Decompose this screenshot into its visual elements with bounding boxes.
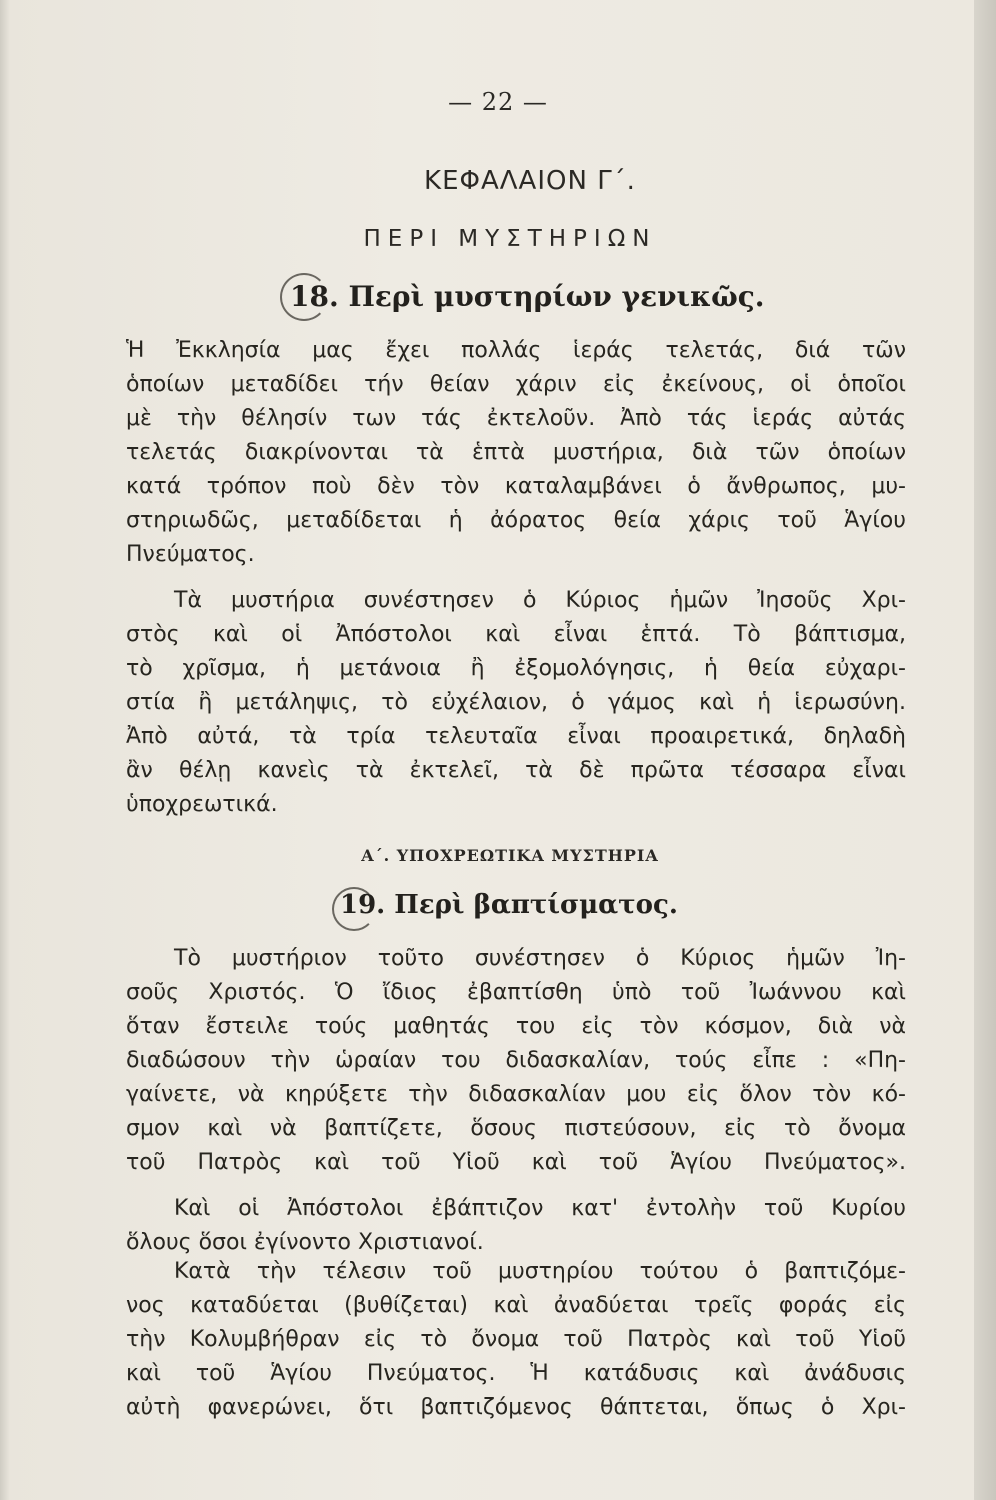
text-line: καὶ τοῦ Ἁγίου Πνεύματος. Ἡ κατάδυσις καὶ ἀνάδυσις — [126, 1361, 906, 1386]
text-line: ὑποχρεωτικά. — [126, 792, 278, 817]
page-right-edge — [974, 0, 996, 1500]
text-line: κατά τρόπον ποὺ δὲν τὸν καταλαμβάνει ὁ ἄνθρωπος, μυ- — [126, 474, 906, 499]
text-line: γαίνετε, νὰ κηρύξετε τὴν διδασκαλίαν μου εἰς ὅλον τὸν κό- — [126, 1082, 906, 1107]
text-line: Ἡ Ἐκκλησία μας ἔχει πολλάς ἱεράς τελετάς, διά τῶν — [126, 338, 906, 363]
text-line: Καὶ οἱ Ἀπόστολοι ἐβάπτιζον κατ' ἐντολὴν τοῦ Κυρίου — [174, 1196, 906, 1221]
text-line: ὅλους ὅσοι ἐγίνοντο Χριστιανοί. — [126, 1230, 484, 1255]
section-19-paragraph-2 — [126, 1192, 906, 1260]
text-line: στὸς καὶ οἱ Ἀπόστολοι καὶ εἶναι ἑπτά. Τὸ βάπτισμα, — [126, 622, 906, 647]
text-line: σοῦς Χριστός. Ὁ ἴδιος ἐβαπτίσθη ὑπὸ τοῦ Ἰωάννου καὶ — [126, 980, 906, 1005]
text-line: Ἀπὸ αὐτά, τὰ τρία τελευταῖα εἶναι προαιρετικά, δηλαδὴ — [126, 724, 906, 749]
text-line: στηριωδῶς, μεταδίδεται ἡ ἀόρατος θεία χάρις τοῦ Ἁγίου — [126, 508, 906, 533]
chapter-title: ΚΕΦΑΛΑΙΟΝ Γ΄. — [424, 166, 636, 196]
text-line: ἂν θέλῃ κανεὶς τὰ ἐκτελεῖ, τὰ δὲ πρῶτα τέσσαρα εἶναι — [126, 758, 906, 783]
text-line: διαδώσουν τὴν ὡραίαν του διδασκαλίαν, τούς εἶπε : «Πη- — [126, 1048, 906, 1073]
section-19-paragraph-3 — [126, 1255, 906, 1425]
text-line: αὐτὴ φανερώνει, ὅτι βαπτιζόμενος θάπτεται, ὅπως ὁ Χρι- — [126, 1395, 906, 1420]
subsection-heading: Α΄. ΥΠΟΧΡΕΩΤΙΚΑ ΜΥΣΤΗΡΙΑ — [361, 846, 659, 865]
section-18-heading: 18. Περὶ μυστηρίων γενικῶς. — [290, 280, 765, 313]
page-number: — 22 — — [448, 88, 548, 116]
text-line: στία ἢ μετάληψις, τὸ εὐχέλαιον, ὁ γάμος καὶ ἡ ἱερωσύνη. — [126, 690, 906, 715]
text-line: τὴν Κολυμβήθραν εἰς τὸ ὄνομα τοῦ Πατρὸς καὶ τοῦ Υἱοῦ — [126, 1327, 906, 1352]
text-line: ὅταν ἔστειλε τούς μαθητάς του εἰς τὸν κόσμον, διὰ νὰ — [126, 1014, 906, 1039]
text-line: τὸ χρῖσμα, ἡ μετάνοια ἢ ἐξομολόγησις, ἡ θεία εὐχαρι- — [126, 656, 906, 681]
text-line: τελετάς διακρίνονται τὰ ἑπτὰ μυστήρια, διὰ τῶν ὁποίων — [126, 440, 906, 465]
section-18-paragraph-1 — [126, 334, 906, 572]
text-line: μὲ τὴν θέλησίν των τάς ἐκτελοῦν. Ἀπὸ τάς ἱεράς αὐτάς — [126, 406, 906, 431]
chapter-subtitle: ΠΕΡΙ ΜΥΣΤΗΡΙΩΝ — [363, 226, 657, 252]
text-line: ὁποίων μεταδίδει τήν θείαν χάριν εἰς ἐκείνους, οἱ ὁποῖοι — [126, 372, 906, 397]
section-18-paragraph-2 — [126, 584, 906, 822]
page-left-edge — [0, 0, 10, 1500]
section-19-paragraph-1 — [126, 942, 906, 1180]
text-line: σμον καὶ νὰ βαπτίζετε, ὅσους πιστεύσουν, εἰς τὸ ὄνομα — [126, 1116, 906, 1141]
text-line: νος καταδύεται (βυθίζεται) καὶ ἀναδύεται τρεῖς φοράς εἰς — [126, 1293, 906, 1318]
text-line: Κατὰ τὴν τέλεσιν τοῦ μυστηρίου τούτου ὁ βαπτιζόμε- — [174, 1259, 906, 1284]
section-19-heading: 19. Περὶ βαπτίσματος. — [340, 890, 678, 920]
text-line: τοῦ Πατρὸς καὶ τοῦ Υἱοῦ καὶ τοῦ Ἁγίου Πνεύματος». — [126, 1150, 906, 1175]
text-line: Τὸ μυστήριον τοῦτο συνέστησεν ὁ Κύριος ἡμῶν Ἰη- — [174, 946, 906, 971]
text-line: Τὰ μυστήρια συνέστησεν ὁ Κύριος ἡμῶν Ἰησοῦς Χρι- — [174, 588, 906, 613]
text-line: Πνεύματος. — [126, 542, 255, 567]
